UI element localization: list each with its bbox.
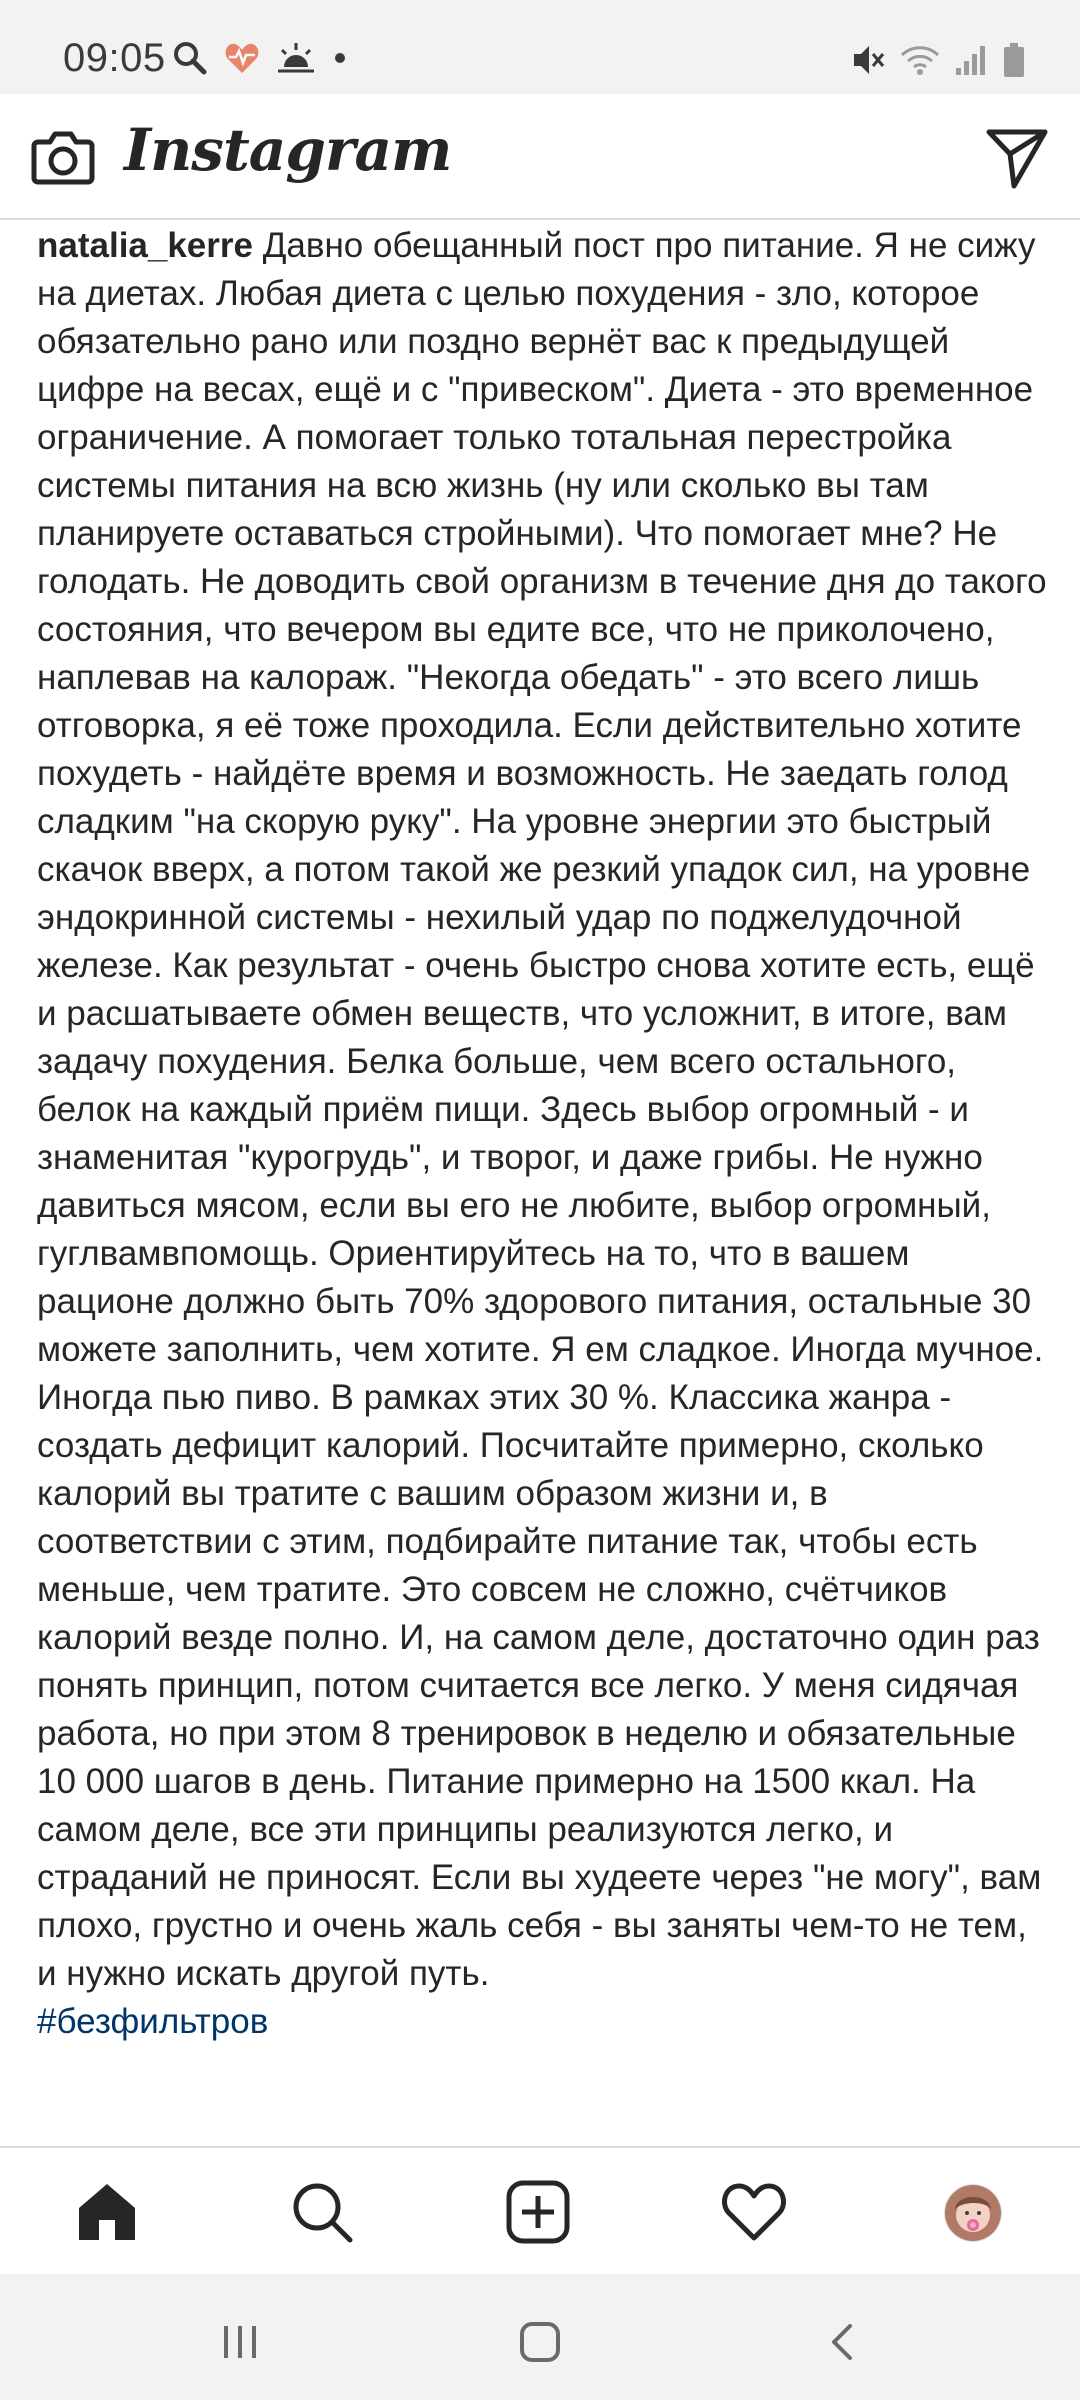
app-header: [0, 94, 1080, 220]
signal-icon: [954, 44, 988, 81]
system-nav-bar: [0, 2274, 1080, 2400]
recent-apps-icon: [218, 2320, 262, 2364]
home-button-icon: [516, 2318, 564, 2366]
status-icons-right: [850, 42, 1026, 83]
dot-icon: [332, 50, 348, 71]
nav-home-button[interactable]: [73, 2178, 141, 2246]
caption-hashtag[interactable]: #безфильтров: [37, 2002, 269, 2041]
weather-sunrise-icon: [276, 41, 316, 80]
status-icons-left: [172, 40, 348, 81]
nav-activity-button[interactable]: [720, 2178, 788, 2246]
home-icon: [75, 2180, 139, 2244]
status-time: 09:05: [63, 36, 166, 80]
nav-search-button[interactable]: [288, 2178, 356, 2246]
activity-heart-icon: [721, 2182, 787, 2242]
mute-icon: [850, 42, 886, 83]
direct-message-button[interactable]: [984, 124, 1050, 190]
health-heart-icon: [224, 41, 260, 80]
profile-avatar-image: [945, 2185, 1001, 2241]
post-caption: [37, 222, 1047, 2138]
direct-message-icon: [984, 124, 1050, 190]
back-icon: [820, 2320, 864, 2364]
status-bar: [0, 0, 1080, 94]
new-post-icon: [506, 2180, 570, 2244]
recent-apps-button[interactable]: [210, 2312, 270, 2372]
system-back-button[interactable]: [812, 2312, 872, 2372]
camera-icon: [30, 124, 96, 190]
camera-button[interactable]: [30, 124, 96, 190]
nav-new-post-button[interactable]: [504, 2178, 572, 2246]
caption-username[interactable]: natalia_kerre: [37, 226, 253, 265]
battery-icon: [1002, 42, 1026, 83]
system-home-button[interactable]: [510, 2312, 570, 2372]
bottom-nav: [0, 2146, 1080, 2276]
wifi-icon: [900, 43, 940, 82]
search-icon: [172, 40, 208, 81]
caption-text: Давно обещанный пост про питание. Я не сижу на диетах. Любая диета с целью похудения - зло, которое обязательно рано или поздно вернёт вас к предыдущей цифре на весах, ещё и с "привеском". Диета - это временное ограничение. А помогает только тотальная перестройка системы питания на всю жизнь (ну или сколько вы там планируете оставаться стройными). Что помогает мне? Не голодать. Не доводить свой организм в течение дня до такого состояния, что вечером вы едите все, что не приколочено, наплевав на калораж. "Некогда обедать" - это всего лишь отговорка, я её тоже проходила. Если действительно хотите похудеть - найдёте время и возможность. Не заедать голод сладким "на скорую руку". На уровне энергии это быстрый скачок вверх, а потом такой же резкий упадок сил, на уровне эндокринной системы - нехилый удар по поджелудочной железе. Как результат - очень быстро снова хотите есть, ещё и расшатываете обмен веществ, что усложнит, в итоге, вам задачу похудения. Белка больше, чем всего остального, белок на каждый приём пищи. Здесь выбор огромный - и знаменитая "курогрудь", и творог, и даже грибы. Не нужно давиться мясом, если вы его не любите, выбор огромный, гуглвамвпомощь. Ориентируйтесь на то, что в вашем рационе должно быть 70% здорового питания, остальные 30 можете заполнить, чем хотите. Я ем сладкое. Иногда мучное. Иногда пью пиво. В рамках этих 30 %. Классика жанра - создать дефицит калорий. Посчитайте примерно, сколько калорий вы тратите с вашим образом жизни и, в соответствии с этим, подбирайте питание так, чтобы есть меньше, чем тратите. Это совсем не сложно, счётчиков калорий везде полно. И, на самом деле, достаточно один раз понять принцип, потом считается все легко. У меня сидячая работа, но при этом 8 тренировок в неделю и обязательные 10 000 шагов в день. Питание примерно на 1500 ккал. На самом деле, все эти принципы реализуются легко, и страданий не приносят. Если вы худеете через "не могу", вам плохо, грустно и очень жаль себя - вы заняты чем-то не тем, и нужно искать другой путь.: [37, 226, 1047, 1993]
instagram-wordmark: Instagram: [124, 116, 452, 184]
profile-avatar[interactable]: [944, 2184, 1002, 2242]
search-icon: [290, 2180, 354, 2244]
